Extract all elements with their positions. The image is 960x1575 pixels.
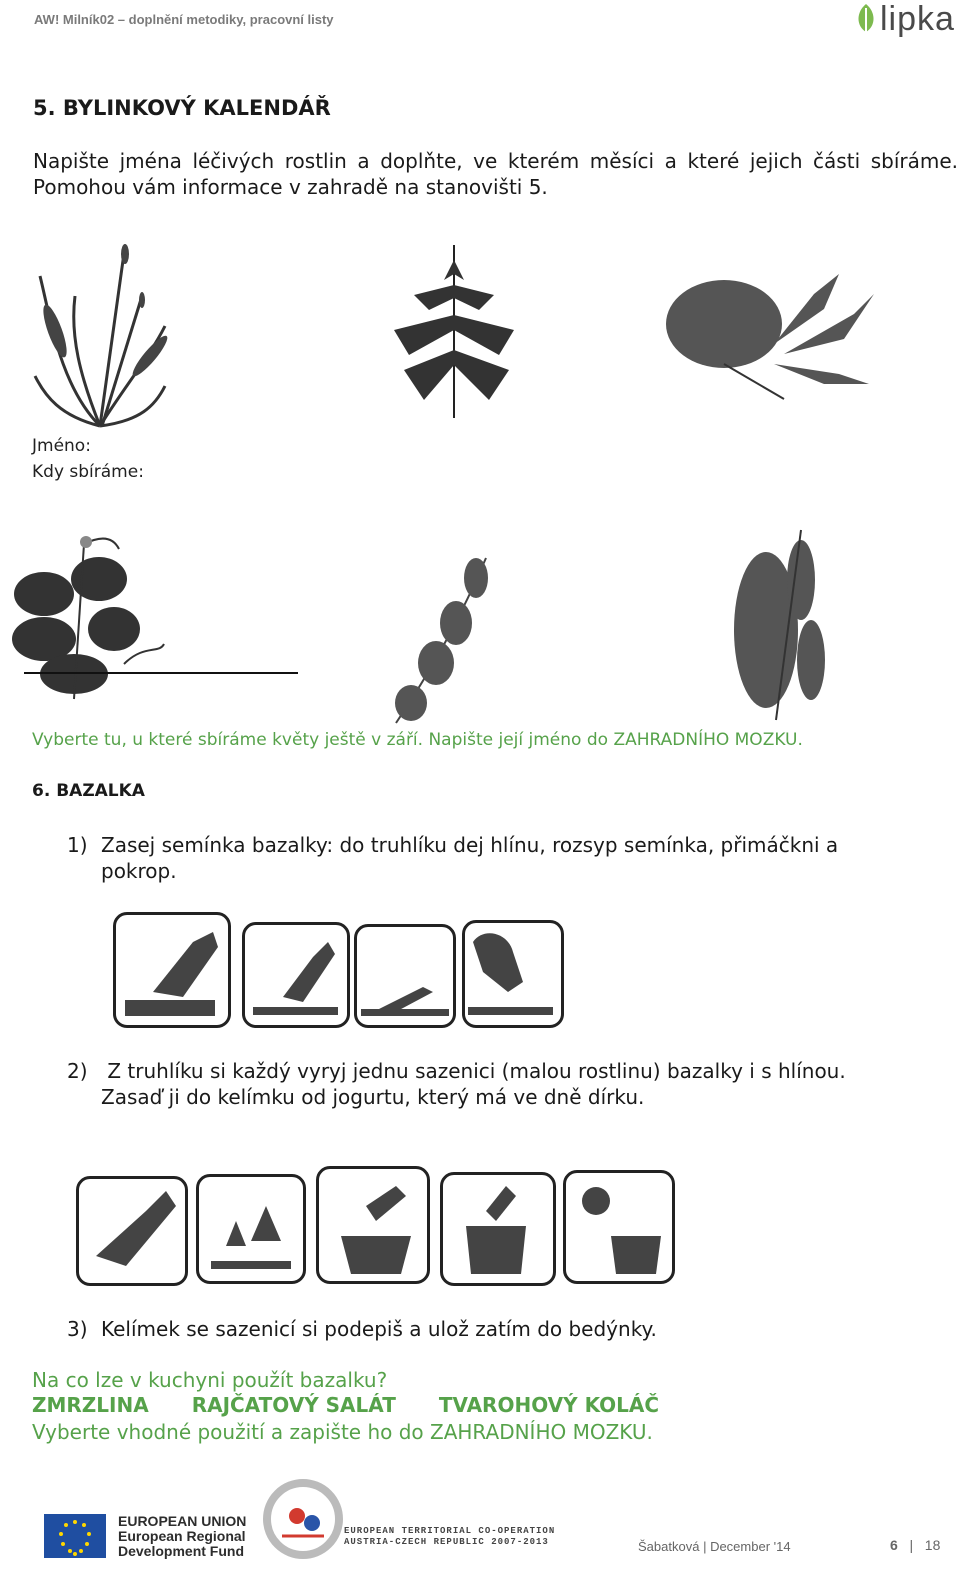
plantain-illustration — [30, 236, 170, 432]
use-option: RAJČATOVÝ SALÁT — [191, 1393, 396, 1417]
bazalka-heading: 6. BAZALKA — [32, 781, 145, 801]
when-label: Kdy sbíráme: — [32, 462, 144, 482]
date: December '14 — [710, 1539, 791, 1554]
document-header-title: AW! Milník02 – doplnění metodiky, pracovní listy — [34, 12, 334, 27]
etc-program-text — [344, 1526, 555, 1548]
eu-line: Development Fund — [118, 1543, 245, 1559]
footer-author-date — [638, 1539, 791, 1554]
cz-kooperation-emblem — [262, 1478, 344, 1560]
step-number: 2) — [67, 1059, 88, 1083]
logo-text: lipka — [880, 0, 955, 38]
sowing-drawings — [113, 912, 563, 1026]
elderberry-illustration — [664, 254, 884, 402]
step-number: 1) — [67, 833, 88, 857]
answer-line — [24, 672, 298, 674]
separator: | — [901, 1537, 921, 1553]
separator: | — [703, 1539, 711, 1554]
eu-line: EUROPEAN UNION — [118, 1513, 247, 1529]
intro-paragraph: Napište jména léčivých rostlin a doplňte, ve kterém měsíci a které jejich části sbíráme. Pomohou vám informace v zahradě na stanovišti 5. — [33, 149, 958, 199]
step-2-continued: Zasaď ji do kelímku od jogurtu, který má ve dně dírku. — [101, 1085, 645, 1109]
choose-instruction: Vyberte vhodné použití a zapište ho do ZAHRADNÍHO MOZKU. — [32, 1420, 653, 1444]
use-options — [32, 1393, 695, 1417]
use-option: TVAROHOVÝ KOLÁČ — [438, 1393, 660, 1417]
nettle-illustration — [384, 240, 524, 420]
step-text: Z truhlíku si každý vyryj jednu sazenici (malou rostlinu) bazalky i s hlínou. — [101, 1059, 846, 1083]
total-pages: 18 — [924, 1537, 941, 1553]
kitchen-question: Na co lze v kuchyni použít bazalku? — [32, 1368, 388, 1392]
name-label: Jméno: — [32, 436, 91, 456]
step-1 — [67, 832, 838, 858]
step-text: Zasej semínka bazalky: do truhlíku dej hlínu, rozsyp semínka, přimáčkni a — [101, 833, 839, 857]
step-1-continued: pokrop. — [101, 859, 177, 883]
transplant-drawings — [76, 1166, 672, 1284]
step-text: Kelímek se sazenicí si podepiš a ulož zatím do bedýnky. — [101, 1317, 657, 1341]
lemon-balm-illustration — [386, 548, 504, 728]
eu-flag-icon — [44, 1514, 106, 1558]
step-2 — [67, 1058, 846, 1084]
section-heading: 5. BYLINKOVÝ KALENDÁŘ — [33, 96, 331, 120]
eu-fund-text — [118, 1514, 246, 1559]
page-number — [890, 1537, 940, 1553]
eu-line: European Regional — [118, 1528, 246, 1544]
author: Šabatková — [638, 1539, 700, 1554]
etc-line: EUROPEAN TERRITORIAL CO-OPERATION — [344, 1526, 556, 1536]
green-note: Vyberte tu, u které sbíráme květy ještě v září. Napište její jméno do ZAHRADNÍHO MOZKU. — [32, 730, 803, 750]
leaf-icon — [852, 2, 882, 38]
etc-line: AUSTRIA-CZECH REPUBLIC 2007-2013 — [344, 1537, 549, 1547]
use-option: ZMRZLINA — [32, 1393, 149, 1417]
mullein-illustration — [716, 520, 832, 724]
current-page: 6 — [890, 1537, 898, 1553]
step-3 — [67, 1316, 657, 1342]
strawberry-illustration — [4, 524, 174, 710]
step-number: 3) — [67, 1317, 88, 1341]
